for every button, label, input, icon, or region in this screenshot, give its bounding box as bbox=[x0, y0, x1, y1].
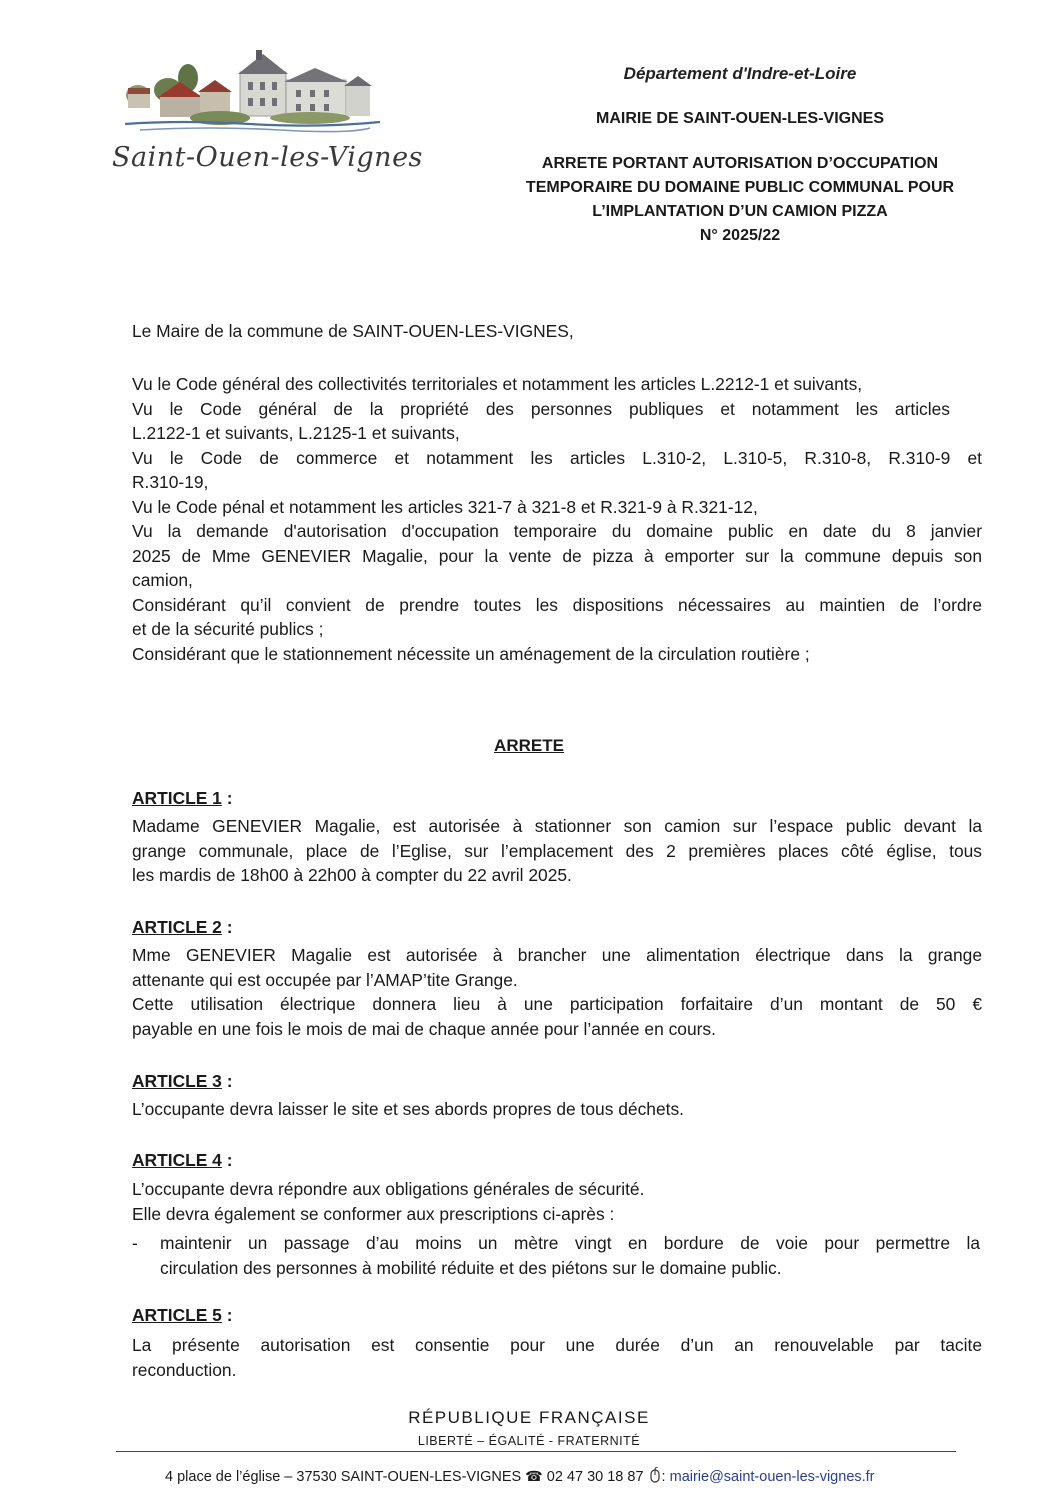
preamble-line: Vu le Code pénal et notamment les articles 321-7 à 321-8 et R.321-9 à R.321-12, bbox=[132, 496, 758, 517]
arrete-heading: ARRETE bbox=[494, 736, 564, 755]
preamble-line: Considérant qu’il convient de prendre toutes les dispositions nécessaires au maintien de l’ordre bbox=[132, 594, 982, 615]
article-line: Mme GENEVIER Magalie est autorisée à brancher une alimentation électrique dans la grange bbox=[132, 945, 982, 965]
preamble-line: Vu le Code général de la propriété des personnes publiques et notamment les articles bbox=[132, 398, 950, 419]
preamble-line: 2025 de Mme GENEVIER Magalie, pour la vente de pizza à emporter sur la commune depuis son bbox=[132, 545, 982, 566]
heading-colon: : bbox=[221, 1071, 233, 1091]
preamble-line: L.2122-1 et suivants, L.2125-1 et suivants, bbox=[132, 423, 460, 443]
town-script-logo: Saint-Ouen-les-Vignes bbox=[112, 142, 423, 173]
preamble-line: Vu le Code de commerce et notamment les articles L.310-2, L.310-5, R.310-8, R.310-9 et bbox=[132, 447, 982, 468]
preamble-block bbox=[132, 372, 982, 666]
heading-colon: : bbox=[221, 1305, 233, 1325]
bullet-line: maintenir un passage d’au moins un mètre vingt en bordure de voie pour permettre la bbox=[160, 1233, 980, 1253]
title-line: TEMPORAIRE DU DOMAINE PUBLIC COMMUNAL POUR bbox=[525, 179, 955, 196]
article-5-body bbox=[132, 1333, 982, 1382]
preamble-line: Vu la demande d'autorisation d'occupation temporaire du domaine public en date du 8 janvier bbox=[132, 521, 982, 541]
preamble-line: Considérant que le stationnement nécessite un aménagement de la circulation routière ; bbox=[132, 643, 810, 664]
preamble-line: camion, bbox=[132, 570, 193, 590]
preamble-line: et de la sécurité publics ; bbox=[132, 619, 324, 639]
article-1-body bbox=[132, 814, 982, 888]
article-heading-text: ARTICLE 5 bbox=[132, 1305, 222, 1325]
article-1-heading bbox=[132, 788, 232, 809]
article-3-body bbox=[132, 1097, 982, 1122]
article-line: payable en une fois le mois de mai de chaque année pour l’année en cours. bbox=[132, 1018, 716, 1039]
article-line: reconduction. bbox=[132, 1359, 237, 1380]
article-heading-text: ARTICLE 3 bbox=[132, 1071, 222, 1091]
department-label: Département d'Indre-et-Loire bbox=[623, 64, 857, 83]
footer-address: 4 place de l’église – 37530 SAINT-OUEN-LES-VIGNES bbox=[165, 1469, 522, 1485]
decree-title bbox=[480, 152, 1000, 248]
mairie-label: MAIRIE DE SAINT-OUEN-LES-VIGNES bbox=[595, 110, 885, 127]
article-3-heading bbox=[132, 1071, 232, 1092]
article-line: grange communale, place de l’Eglise, sur l’emplacement des 2 premières places côté église, tous bbox=[132, 840, 982, 861]
heading-colon: : bbox=[221, 917, 233, 937]
phone-icon: ☎ bbox=[525, 1468, 543, 1484]
article-4-heading bbox=[132, 1150, 232, 1171]
title-line: ARRETE PORTANT AUTORISATION D’OCCUPATION bbox=[541, 155, 939, 172]
republique-motto: LIBERTÉ – ÉGALITÉ - FRATERNITÉ bbox=[417, 1434, 641, 1448]
bullet-line: circulation des personnes à mobilité réduite et des piétons sur le domaine public. bbox=[160, 1257, 782, 1278]
footer-phone: 02 47 30 18 87 bbox=[546, 1469, 644, 1485]
article-line: L’occupante devra laisser le site et ses abords propres de tous déchets. bbox=[132, 1099, 684, 1119]
republique-label: RÉPUBLIQUE FRANÇAISE bbox=[408, 1408, 650, 1427]
mayor-line: Le Maire de la commune de SAINT-OUEN-LES-VIGNES, bbox=[132, 321, 574, 341]
bullet-dash: - bbox=[132, 1233, 138, 1253]
footer-contact: 4 place de l’église – 37530 SAINT-OUEN-LES-VIGNES ☎ 02 47 30 18 87 : mairie@saint-ouen-les-vignes.fr bbox=[165, 1468, 875, 1485]
article-line: L’occupante devra répondre aux obligations générales de sécurité. bbox=[132, 1179, 645, 1199]
article-heading-text: ARTICLE 4 bbox=[132, 1150, 222, 1170]
preamble-line: Vu le Code général des collectivités territoriales et notamment les articles L.2212-1 et suivants, bbox=[132, 374, 863, 394]
preamble-line: R.310-19, bbox=[132, 472, 209, 492]
article-2-body bbox=[132, 943, 982, 1041]
article-line: les mardis de 18h00 à 22h00 à compter du 22 avril 2025. bbox=[132, 865, 572, 885]
article-heading-text: ARTICLE 2 bbox=[132, 917, 222, 937]
article-5-heading bbox=[132, 1305, 232, 1326]
bullet-text bbox=[160, 1231, 980, 1280]
article-line: Madame GENEVIER Magalie, est autorisée à stationner son camion sur l’espace public devant la bbox=[132, 816, 982, 836]
article-line: Elle devra également se conformer aux prescriptions ci-après : bbox=[132, 1203, 615, 1224]
article-line: attenante qui est occupée par l’AMAP’tite Grange. bbox=[132, 969, 518, 990]
article-2-heading bbox=[132, 917, 232, 938]
title-line: L’IMPLANTATION D’UN CAMION PIZZA bbox=[592, 203, 888, 220]
article-4-body bbox=[132, 1177, 982, 1226]
decree-number: N° 2025/22 bbox=[699, 227, 781, 244]
article-line: La présente autorisation est consentie pour une durée d’un an renouvelable par tacite bbox=[132, 1335, 982, 1355]
article-heading-text: ARTICLE 1 bbox=[132, 788, 222, 808]
article-4-bullet bbox=[132, 1231, 982, 1281]
mouse-icon bbox=[648, 1467, 662, 1483]
footer-email-link[interactable]: mairie@saint-ouen-les-vignes.fr bbox=[669, 1469, 875, 1485]
article-line: Cette utilisation électrique donnera lieu à une participation forfaitaire d’un montant de 50 € bbox=[132, 994, 982, 1014]
heading-colon: : bbox=[221, 1150, 233, 1170]
footer-divider bbox=[116, 1451, 956, 1452]
heading-colon: : bbox=[221, 788, 233, 808]
